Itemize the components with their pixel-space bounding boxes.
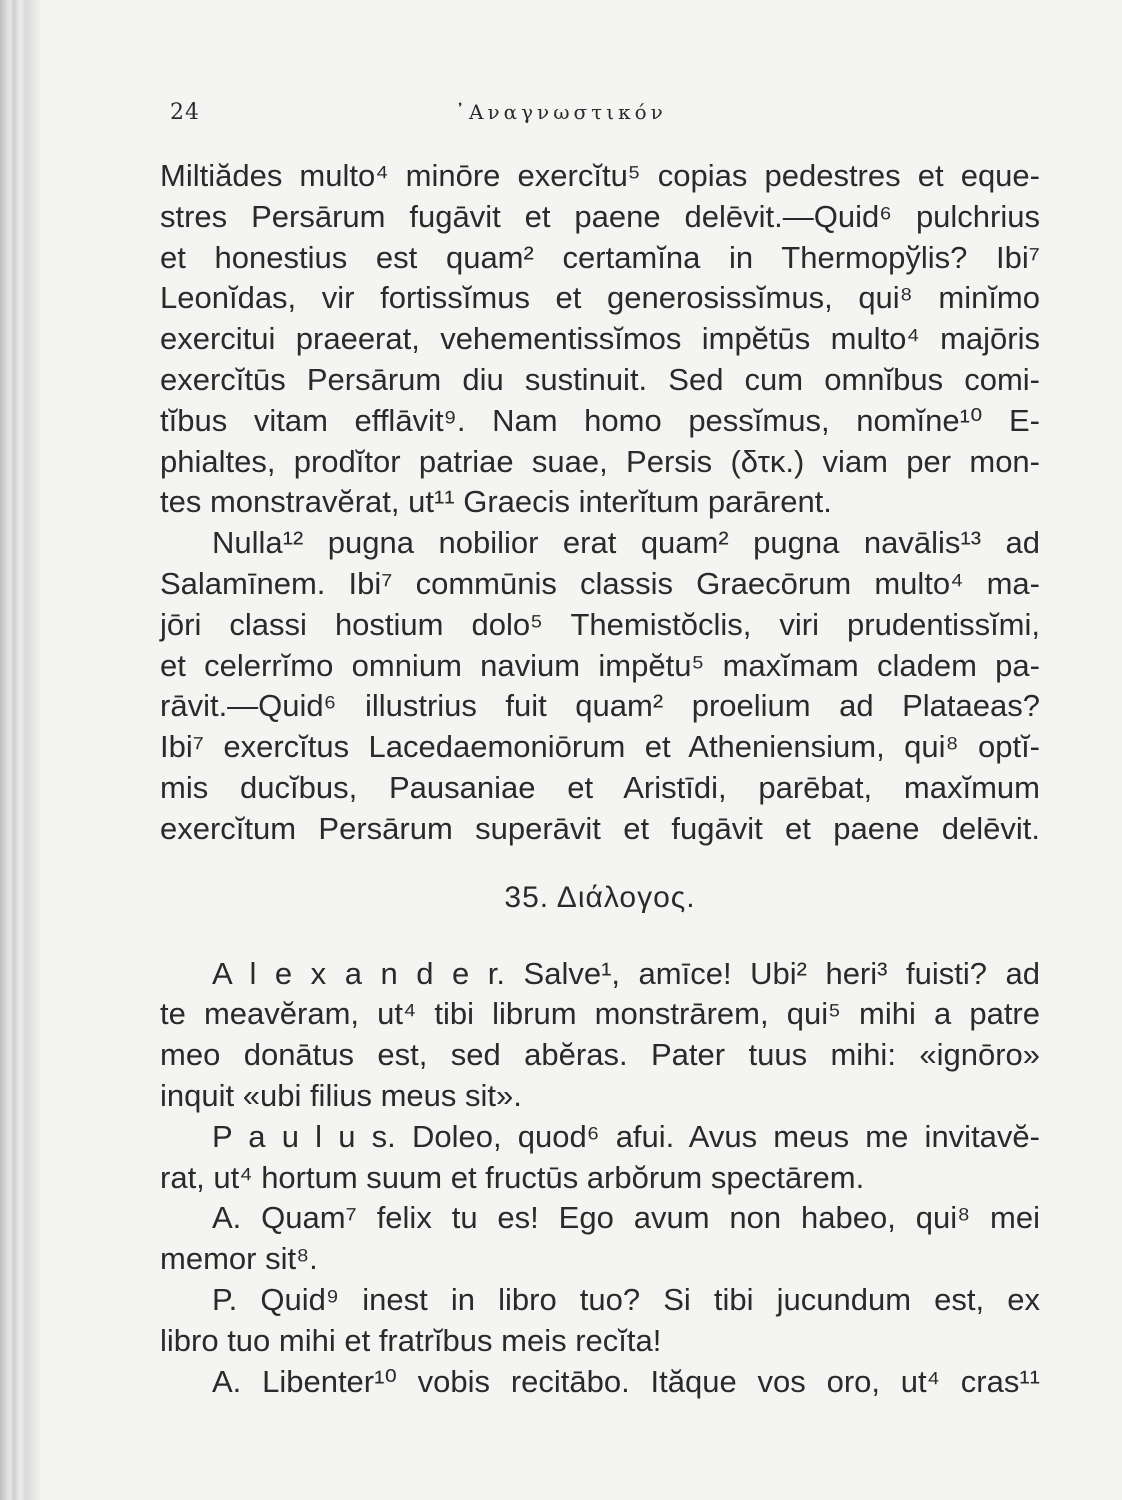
text-line: et honestius est quam² certamĭna in Thermopўlis? Ibi⁷ bbox=[160, 239, 1040, 275]
text-line: Leonĭdas, vir fortissĭmus et generosissĭmus, qui⁸ minĭmo bbox=[160, 280, 1040, 316]
text-line: tĭbus vitam efflāvit⁹. Nam homo pessĭmus, nomĭne¹⁰ E- bbox=[160, 402, 1040, 438]
text-line: P a u l u s. Doleo, quod⁶ afui. Avus meus me invitavĕ- bbox=[212, 1118, 1040, 1154]
section-35-dialogue bbox=[160, 954, 1040, 1403]
text-line: Miltiădes multo⁴ minōre exercĭtu⁵ copias pedestres et eque- bbox=[160, 158, 1040, 193]
section-34-text bbox=[160, 156, 1040, 850]
text-line: mis ducĭbus, Pausaniae et Aristīdi, parēbat, maxĭmum bbox=[160, 769, 1040, 805]
text-line: jōri classi hostium dolo⁵ Themistŏclis, viri prudentissĭmi, bbox=[160, 606, 1040, 642]
text-line: phialtes, prodĭtor patriae suae, Persis (δτκ.) viam per mon- bbox=[160, 443, 1040, 479]
text-line: A l e x a n d e r. Salve¹, amīce! Ubi² heri³ fuisti? ad bbox=[212, 955, 1040, 991]
text-line: stres Persārum fugāvit et paene delēvit.—Quid⁶ pulchrius bbox=[160, 198, 1040, 234]
text-line: A. Libenter¹⁰ vobis recitābo. Ităque vos oro, ut⁴ cras¹¹ bbox=[212, 1363, 1040, 1399]
text-line: te meavĕram, ut⁴ tibi librum monstrārem, qui⁵ mihi a patre bbox=[160, 996, 1040, 1032]
text-line: A. Quam⁷ felix tu es! Ego avum non habeo, qui⁸ mei bbox=[212, 1200, 1040, 1236]
section-title: 35. Διάλογος. bbox=[504, 880, 696, 914]
text-line: exercĭtum Persārum superāvit et fugāvit et paene delēvit. bbox=[160, 810, 1040, 846]
book-page-edge bbox=[0, 0, 40, 1500]
running-head: ᾽Αναγνωστικόν bbox=[455, 100, 667, 124]
text-line: exercĭtūs Persārum diu sustinuit. Sed cum omnĭbus comi- bbox=[160, 361, 1040, 397]
book-page bbox=[160, 100, 1040, 1402]
text-line: Salamīnem. Ibi⁷ commūnis classis Graecōrum multo⁴ ma- bbox=[160, 565, 1040, 601]
text-line: rāvit.—Quid⁶ illustrius fuit quam² proelium ad Plataeas? bbox=[160, 688, 1040, 724]
text-line: Nulla¹² pugna nobilior erat quam² pugna navālis¹³ ad bbox=[212, 525, 1040, 561]
text-line: rat, ut⁴ hortum suum et fructūs arbŏrum spectārem. bbox=[160, 1159, 865, 1195]
text-line: memor sit⁸. bbox=[160, 1241, 318, 1277]
text-line: et celerrĭmo omnium navium impĕtu⁵ maxĭmam cladem pa- bbox=[160, 647, 1040, 683]
text-line: P. Quid⁹ inest in libro tuo? Si tibi jucundum est, ex bbox=[212, 1281, 1040, 1317]
text-line: exercitui praeerat, vehementissĭmos impĕtūs multo⁴ majōris bbox=[160, 321, 1040, 357]
text-line: libro tuo mihi et fratrĭbus meis recĭta! bbox=[160, 1322, 662, 1358]
text-line: tes monstravĕrat, ut¹¹ Graecis interĭtum parārent. bbox=[160, 484, 832, 520]
page-number: 24 bbox=[170, 100, 200, 125]
page-header bbox=[160, 100, 1040, 140]
text-line: Ibi⁷ exercĭtus Lacedaemoniōrum et Atheniensium, qui⁸ optĭ- bbox=[160, 729, 1040, 765]
text-line: meo donātus est, sed abĕras. Pater tuus mihi: «ignōro» bbox=[160, 1037, 1040, 1073]
text-line: inquit «ubi filius meus sit». bbox=[160, 1077, 522, 1113]
